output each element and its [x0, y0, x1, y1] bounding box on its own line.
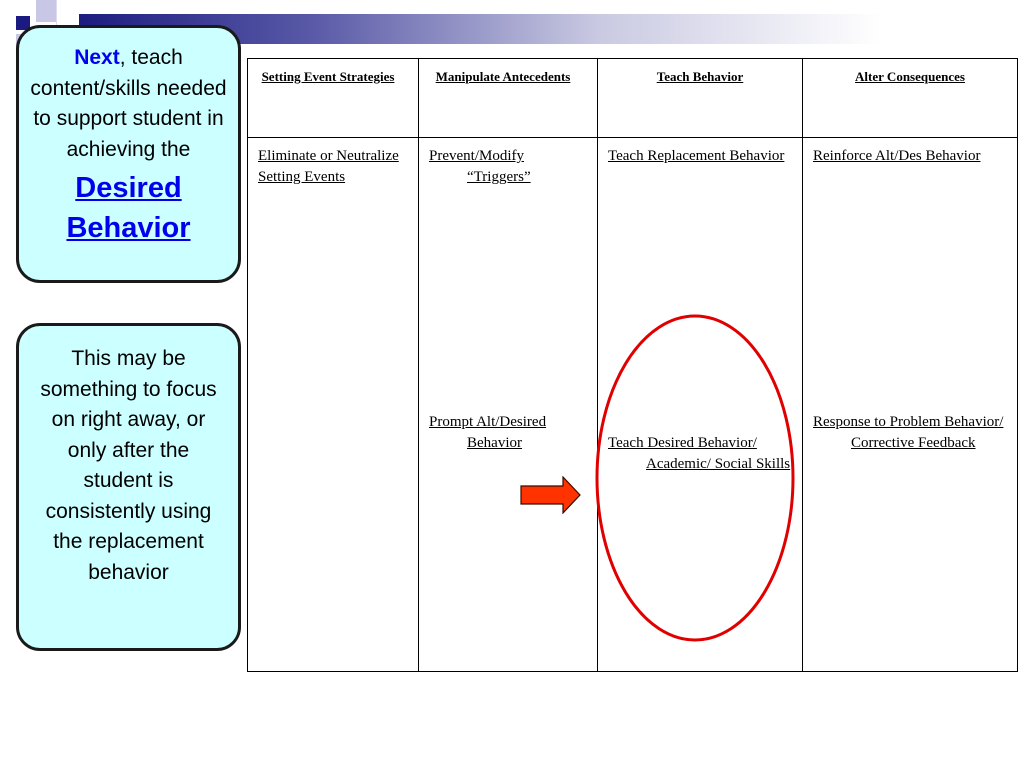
- consequence-reinforce-item: Reinforce Alt/Des Behavior: [813, 148, 981, 164]
- header-cell-antecedents: [419, 59, 598, 138]
- consequence-cell: [803, 138, 1018, 672]
- header-teach-behavior: Teach Behavior: [656, 69, 744, 84]
- teach-replacement-item: Teach Replacement Behavior: [608, 148, 785, 164]
- timing-note-callout: [16, 323, 241, 651]
- header-cell-teach: [598, 59, 803, 138]
- emphasis-line-1: Desired: [75, 172, 182, 204]
- timing-note-text: This may be something to focus on right away, or only after the student is consistently using the replacement behavior: [40, 347, 217, 584]
- right-arrow-icon: [520, 476, 582, 514]
- antecedent-cell: [419, 138, 598, 672]
- emphasis-line-2: Behavior: [66, 212, 191, 244]
- consequence-response-item: Response to Problem Behavior/ Corrective Feedback: [813, 414, 1004, 451]
- highlight-ellipse: [594, 313, 796, 643]
- teach-desired-item: Teach Desired Behavior/ Academic/ Social Skills: [608, 435, 791, 472]
- header-cell-setting-event: [248, 59, 419, 138]
- table-header-row: [248, 59, 1018, 138]
- header-cell-consequences: [803, 59, 1018, 138]
- antecedent-prevent-item: Prevent/Modify “Triggers”: [429, 148, 531, 185]
- header-setting-event-strategies: Setting Event Strategies: [261, 69, 395, 84]
- setting-event-item: Eliminate or Neutralize Setting Events: [258, 148, 399, 185]
- antecedent-prompt-item: Prompt Alt/Desired Behavior: [429, 414, 547, 451]
- callout-lead-word: Next: [74, 46, 120, 69]
- desired-behavior-emphasis: [29, 168, 228, 248]
- header-manipulate-antecedents: Manipulate Antecedents: [435, 69, 571, 84]
- setting-event-cell: [248, 138, 419, 672]
- callout-body-text: , teach content/skills needed to support student in achieving the: [30, 46, 227, 161]
- next-step-callout: [16, 25, 241, 283]
- header-alter-consequences: Alter Consequences: [855, 69, 965, 84]
